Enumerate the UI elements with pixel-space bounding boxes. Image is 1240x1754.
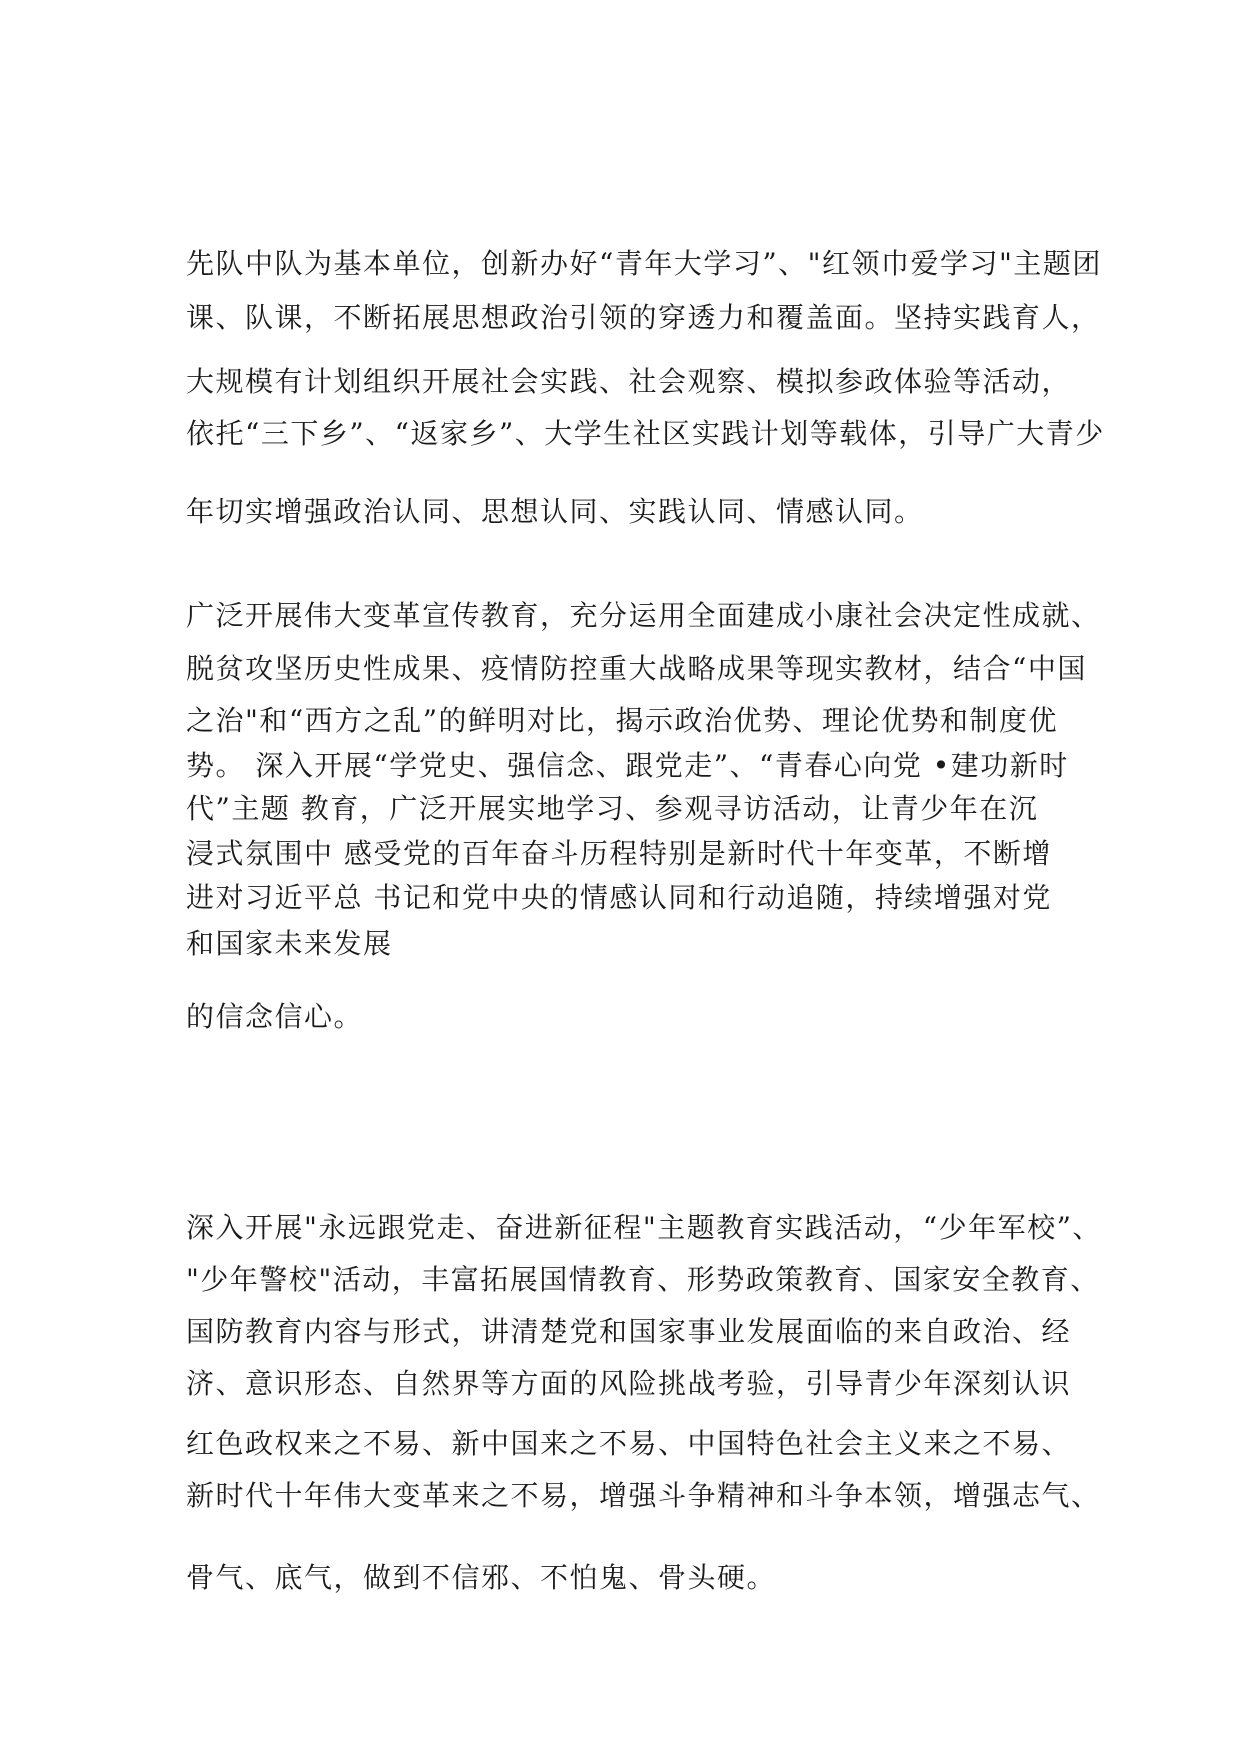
text-line: 骨气、底气，做到不信邪、不怕鬼、骨头硬。 <box>186 1561 777 1594</box>
text-line: "少年警校"活动，丰富拓展国情教育、形势政策教育、国家安全教育、 <box>186 1263 1100 1296</box>
text-line: 国防教育内容与形式，讲清楚党和国家事业发展面临的来自政治、经 <box>186 1315 1072 1348</box>
text-line: 脱贫攻坚历史性成果、疫情防控重大战略成果等现实教材，结合“中国 <box>186 652 1087 685</box>
text-line: 济、意识形态、自然界等方面的风险挑战考验，引导青少年深刻认识 <box>186 1367 1072 1400</box>
text-line: 先队中队为基本单位，创新办好“青年大学习”、"红领巾爱学习"主题团 <box>186 247 1102 280</box>
text-line: 依托“三下乡”、“返家乡”、大学生社区实践计划等载体，引导广大青少 <box>186 417 1105 450</box>
text-line: 的信念信心。 <box>186 1000 364 1033</box>
text-line: 红色政权来之不易、新中国来之不易、中国特色社会主义来之不易、 <box>186 1427 1072 1460</box>
text-line: 势。 深入开展“学党史、强信念、跟党走”、“青春心向党 •建功新时 <box>186 749 1069 782</box>
text-line: 代”主题 教育，广泛开展实地学习、参观寻访活动，让青少年在沉 <box>186 792 1039 825</box>
text-line: 进对习近平总 书记和党中央的情感认同和行动追随，持续增强对党 <box>186 881 1052 914</box>
text-line: 课、队课，不断拓展思想政治引领的穿透力和覆盖面。坚持实践育人， <box>186 301 1101 334</box>
text-line: 深入开展"永远跟党走、奋进新征程"主题教育实践活动，“少年军校”、 <box>186 1211 1102 1244</box>
text-line: 年切实增强政治认同、思想认同、实践认同、情感认同。 <box>186 495 924 528</box>
text-line: 大规模有计划组织开展社会实践、社会观察、模拟参政体验等活动， <box>186 365 1072 398</box>
text-line: 浸式氛围中 感受党的百年奋斗历程特别是新时代十年变革，不断增 <box>186 837 1052 870</box>
text-line: 之治"和“西方之乱”的鲜明对比，揭示政治优势、理论优势和制度优 <box>186 704 1059 737</box>
text-line: 广泛开展伟大变革宣传教育，充分运用全面建成小康社会决定性成就、 <box>186 599 1101 632</box>
text-line: 新时代十年伟大变革来之不易，增强斗争精神和斗争本领，增强志气、 <box>186 1479 1101 1512</box>
text-line: 和国家未来发展 <box>186 927 393 960</box>
